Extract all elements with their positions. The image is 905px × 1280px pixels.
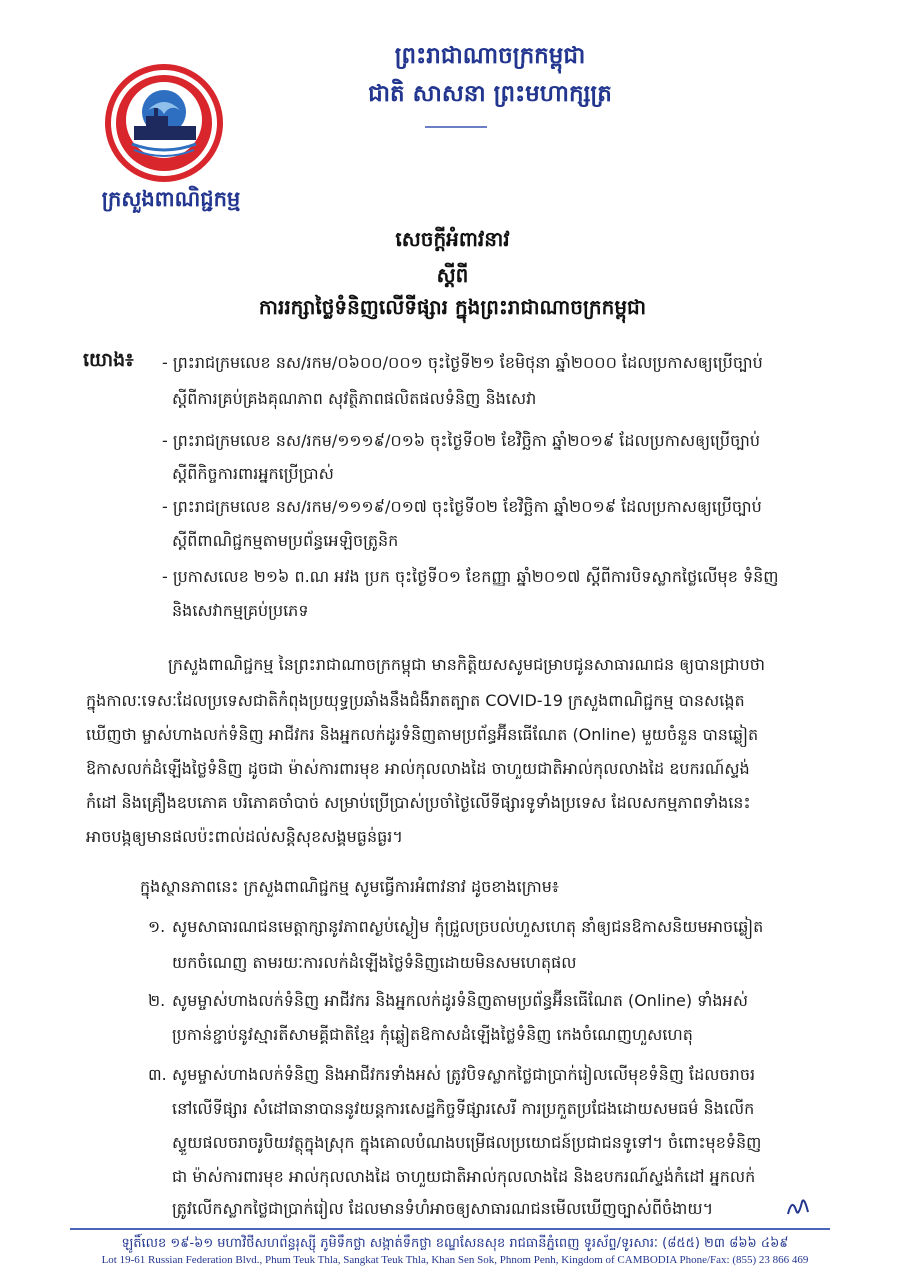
item-number: ៣. <box>148 1065 167 1084</box>
footer-divider <box>70 1228 830 1230</box>
document-subject-label: ស្តីពី <box>436 263 469 287</box>
reference-line: - ព្រះរាជក្រមលេខ នស/រកម/១១១៩/០១៦ ចុះថ្ងៃទី០២ ខែវិច្ឆិកា ឆ្នាំ២០១៩ ដែលប្រកាសឲ្យប្រើច្បាប់ <box>162 431 761 450</box>
footer-address-khmer: ឡូតិ៍លេខ ១៩-៦១ មហាវិថីសហព័ន្ធរុស្ស៊ី ភូមិទឹកថ្លា សង្កាត់ទឹកថ្លា ខណ្ឌសែនសុខ រាជធានីភ្នំពេញ ទូរស័ព្ទ/ទូរសារៈ (៨៥៥) ២៣ ៨៦៦ ៤៦៩ <box>121 1236 789 1251</box>
item-line: ស្ទួយផលចរាចរូបិយវត្ថុក្នុងស្រុក ក្នុងគោលបំណងបម្រើផលប្រយោជន៍ប្រជាជនទូទៅ។ ចំពោះមុខទំនិញ <box>172 1133 762 1152</box>
reference-line: ស្តីពីកិច្ចការពារអ្នកប្រើប្រាស់ <box>172 464 334 483</box>
item-line: ត្រូវលើកស្លាកថ្លៃជាប្រាក់រៀល ដែលមានទំហំអាចឲ្យសាធារណជនមើលឃើញច្បាស់ពីចំងាយ។ <box>172 1199 714 1218</box>
paragraph-line: កំដៅ និងគ្រឿងឧបភោគ បរិភោគចាំបាច់ សម្រាប់ប្រើប្រាស់ប្រចាំថ្ងៃលើទីផ្សារទូទាំងប្រទេស ដែលសកម្មភាពទាំងនេះ <box>86 793 751 812</box>
item-line: យកចំណេញ តាមរយៈការលក់ដំឡើងថ្លៃទំនិញដោយមិនសមហេតុផល <box>172 953 577 972</box>
item-line: សូមម្ចាស់ហាងលក់ទំនិញ និងអាជីវករទាំងអស់ ត្រូវបិទស្លាកថ្លៃជាប្រាក់រៀលលើមុខទំនិញ ដែលចរាចរ <box>172 1065 756 1084</box>
item-line: សូមម្ចាស់ហាងលក់ទំនិញ អាជីវករ និងអ្នកលក់ដូរទំនិញតាមប្រព័ន្ធអ៊ីនធើណែត (Online) ទាំងអស់ <box>172 991 748 1010</box>
item-line: ប្រកាន់ខ្ជាប់នូវស្មារតីសាមគ្គីជាតិខ្មែរ កុំឆ្លៀតឱកាសដំឡើងថ្លៃទំនិញ កេងចំណេញហួសហេតុ <box>172 1025 693 1044</box>
kingdom-title: ព្រះរាជាណាចក្រកម្ពុជា <box>394 42 586 69</box>
item-line: សូមសាធារណជនមេត្តាក្សានូវភាពស្ងប់ស្ងៀម កុំជ្រួលច្របល់ហួសហេតុ នាំឲ្យជនឱកាសនិយមអាចឆ្លៀត <box>172 917 764 936</box>
reference-line: - ប្រកាសលេខ ២១៦ ព.ណ អវង ប្រក ចុះថ្ងៃទី០១ ខែកញ្ញា ឆ្នាំ២០១៧ ស្តីពីការបិទស្លាកថ្លៃលើមុខ ទំនិញ <box>162 567 779 586</box>
reference-line: ស្តីពីពាណិជ្ជកម្មតាមប្រព័ន្ធអេឡិចត្រូនិក <box>172 531 399 550</box>
reference-line: ស្តីពីការគ្រប់គ្រងគុណភាព សុវត្ថិភាពផលិតផលទំនិញ និងសេវា <box>172 389 537 408</box>
footer-address-english: Lot 19-61 Russian Federation Blvd., Phum Teuk Thla, Sangkat Teuk Thla, Khan Sen Sok, Phnom Penh, Kingdom of CAMBODIA Phone/Fax: (855) 23 866 469 <box>101 1254 809 1266</box>
reference-line: និងសេវាកម្មគ្រប់ប្រភេទ <box>172 601 309 620</box>
item-number: ២. <box>148 991 166 1010</box>
appeal-intro: ក្នុងស្ថានភាពនេះ ក្រសួងពាណិជ្ជកម្ម សូមធ្វើការអំពាវនាវ ដូចខាងក្រោម៖ <box>140 877 559 896</box>
paragraph-line: ក្នុងកាលៈទេសៈដែលប្រទេសជាតិកំពុងប្រយុទ្ធប្រឆាំងនឹងជំងឺរាតត្បាត COVID-19 ក្រសួងពាណិជ្ជកម្ម បានសង្កេត <box>86 691 745 710</box>
reference-line: - ព្រះរាជក្រមលេខ នស/រកម/០៦០០/០០១ ចុះថ្ងៃទី២១ ខែមិថុនា ឆ្នាំ២០០០ ដែលប្រកាសឲ្យប្រើច្បាប់ <box>162 353 763 372</box>
document-subject: ការរក្សាថ្លៃទំនិញលើទីផ្សារ ក្នុងព្រះរាជាណាចក្រកម្ពុជា <box>258 295 647 319</box>
item-line: នៅលើទីផ្សារ សំដៅធានាបាននូវយន្តការសេដ្ឋកិច្ចទីផ្សារសេរី ការប្រកួតប្រជែងដោយសមធម៌ និងលើក <box>172 1099 755 1118</box>
initial-signature <box>784 1192 814 1222</box>
reference-line: - ព្រះរាជក្រមលេខ នស/រកម/១១១៩/០១៧ ចុះថ្ងៃទី០២ ខែវិច្ឆិកា ឆ្នាំ២០១៩ ដែលប្រកាសឲ្យប្រើច្បាប់ <box>162 497 762 516</box>
ministry-logo <box>104 64 224 182</box>
paragraph-line: អាចបង្កឲ្យមានផលប៉ះពាល់ដល់សន្តិសុខសង្គមធ្ងន់ធ្ងរ។ <box>86 827 403 846</box>
motto-divider <box>425 126 487 128</box>
item-number: ១. <box>148 917 166 936</box>
ministry-name: ក្រសួងពាណិជ្ជកម្ម <box>101 186 241 211</box>
item-line: ជា ម៉ាស់ការពារមុខ អាល់កុលលាងដៃ ចាហួយជាតិអាល់កុលលាងដៃ និងឧបករណ៍ស្ទង់កំដៅ អ្នកលក់ <box>172 1167 756 1186</box>
paragraph-line: ឱកាសលក់ដំឡើងថ្លៃទំនិញ ដូចជា ម៉ាស់ការពារមុខ អាល់កុលលាងដៃ ចាហួយជាតិអាល់កុលលាងដៃ ឧបករណ៍ស្ទង់ <box>86 759 750 778</box>
document-title: សេចក្តីអំពាវនាវ <box>395 227 510 251</box>
references-heading: យោង៖ <box>83 349 134 371</box>
paragraph-line: ក្រសួងពាណិជ្ជកម្ម នៃព្រះរាជាណាចក្រកម្ពុជា មានកិត្តិយសសូមជម្រាបជូនសាធារណជន ឲ្យបានជ្រាបថា <box>168 655 765 674</box>
national-motto: ជាតិ សាសនា ព្រះមហាក្សត្រ <box>368 80 612 107</box>
paragraph-line: ឃើញថា ម្ចាស់ហាងលក់ទំនិញ អាជីវករ និងអ្នកលក់ដូរទំនិញតាមប្រព័ន្ធអ៊ីនធើណែត (Online) មួយចំនួន បានឆ្លៀត <box>86 725 759 744</box>
